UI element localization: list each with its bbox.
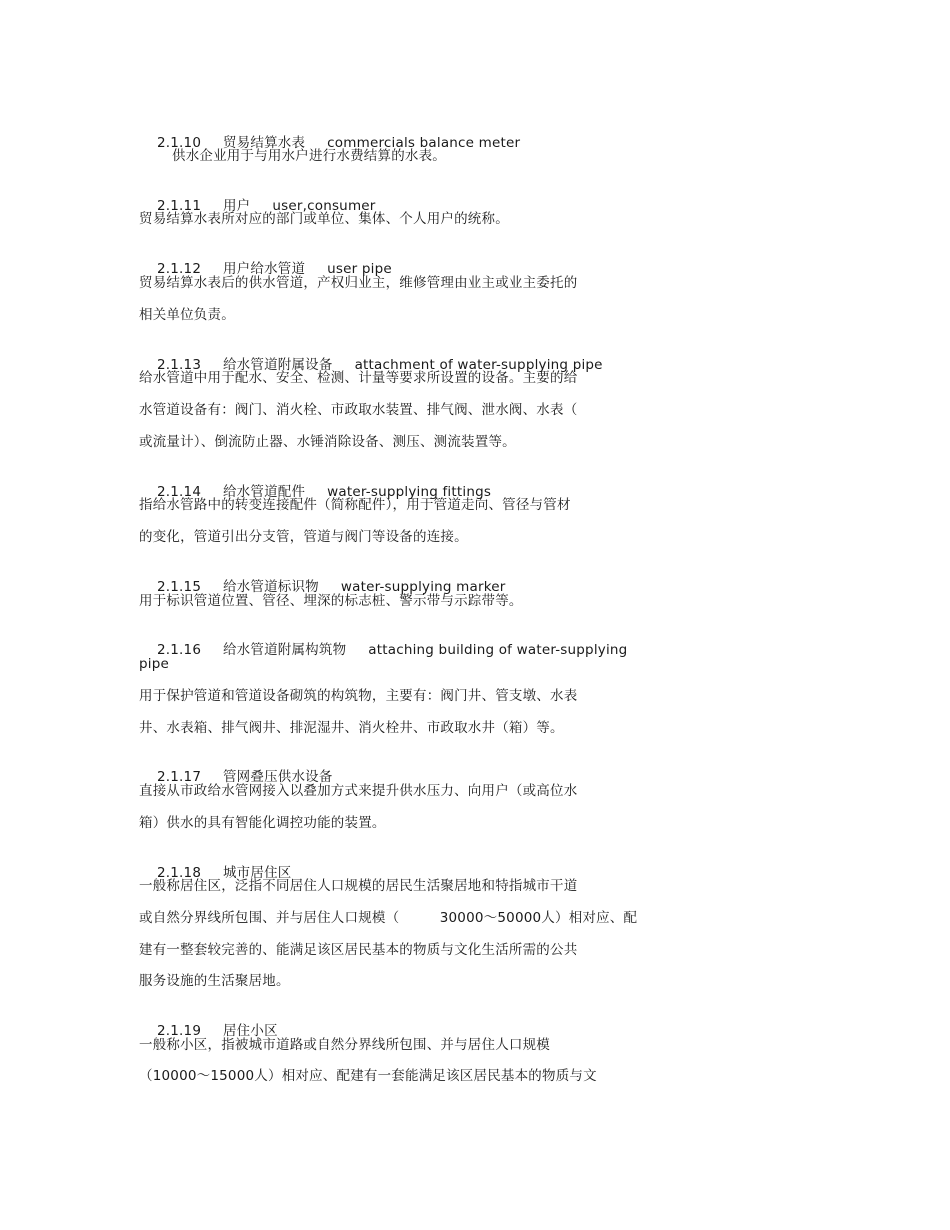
term-english: user pipe bbox=[327, 261, 392, 277]
term-chinese: 给水管道标识物 bbox=[222, 579, 319, 595]
term-number: 2.1.13 bbox=[156, 357, 202, 373]
definition-line: 建有一整套较完善的、能满足该区居民基本的物质与文化生活所需的公共 bbox=[139, 942, 578, 958]
term-english: commercials balance meter bbox=[327, 135, 521, 151]
term-number: 2.1.19 bbox=[156, 1023, 202, 1039]
term-chinese: 给水管道附属设备 bbox=[222, 357, 333, 373]
term-english: attaching building of water-supplying bbox=[368, 642, 628, 658]
term-number: 2.1.17 bbox=[156, 769, 202, 785]
term-english: user,consumer bbox=[272, 198, 376, 214]
term-chinese: 居住小区 bbox=[222, 1023, 278, 1039]
definition-line: 或自然分界线所包围、并与居住人口规模（ 30000～50000人）相对应、配 bbox=[139, 910, 638, 926]
term-number: 2.1.16 bbox=[156, 642, 202, 658]
term-chinese: 给水管道附属构筑物 bbox=[222, 642, 347, 658]
definition-line: 水管道设备有：阀门、消火栓、市政取水装置、排气阀、泄水阀、水表（ bbox=[139, 402, 578, 418]
term-chinese: 给水管道配件 bbox=[222, 484, 306, 500]
term-english-continued: pipe bbox=[139, 656, 169, 672]
definition-line: 给水管道中用于配水、安全、检测、计量等要求所设置的设备。主要的给 bbox=[139, 370, 578, 386]
definition-line: 相关单位负责。 bbox=[139, 307, 235, 323]
term-number: 2.1.11 bbox=[156, 198, 202, 214]
term-number: 2.1.15 bbox=[156, 579, 202, 595]
definition-line: 直接从市政给水管网接入以叠加方式来提升供水压力、向用户（或高位水 bbox=[139, 783, 578, 799]
term-chinese: 用户给水管道 bbox=[222, 261, 306, 277]
term-number: 2.1.14 bbox=[156, 484, 202, 500]
definition-line: 一般称小区，指被城市道路或自然分界线所包围、并与居住人口规模 bbox=[139, 1037, 550, 1053]
term-chinese: 城市居住区 bbox=[222, 865, 292, 881]
term-heading bbox=[139, 623, 627, 677]
definition-line: 的变化，管道引出分支管，管道与阀门等设备的连接。 bbox=[139, 529, 468, 545]
term-number: 2.1.18 bbox=[156, 865, 202, 881]
definition-line: 指给水管路中的转变连接配件（简称配件），用于管道走向、管径与管材 bbox=[139, 497, 571, 513]
term-english: attachment of water-supplying pipe bbox=[354, 357, 603, 373]
definition-line: 服务设施的生活聚居地。 bbox=[139, 973, 290, 989]
definition-line: 或流量计）、倒流防止器、水锤消除设备、测压、测流装置等。 bbox=[139, 434, 516, 450]
definition-line: 贸易结算水表所对应的部门或单位、集体、个人用户的统称。 bbox=[139, 211, 509, 227]
term-number: 2.1.12 bbox=[156, 261, 202, 277]
definition-line: 箱）供水的具有智能化调控功能的装置。 bbox=[139, 815, 386, 831]
definition-line: 一般称居住区，泛指不同居住人口规模的居民生活聚居地和特指城市干道 bbox=[139, 878, 578, 894]
definition-line: 供水企业用于与用水户进行水费结算的水表。 bbox=[172, 148, 446, 164]
term-chinese: 贸易结算水表 bbox=[222, 135, 306, 151]
definition-line: 贸易结算水表后的供水管道，产权归业主，维修管理由业主或业主委托的 bbox=[139, 275, 578, 291]
definition-line: （10000～15000人）相对应、配建有一套能满足该区居民基本的物质与文 bbox=[139, 1068, 597, 1084]
definition-line: 井、水表箱、排气阀井、排泥湿井、消火栓井、市政取水井（箱）等。 bbox=[139, 720, 564, 736]
term-number: 2.1.10 bbox=[156, 135, 202, 151]
term-english: water-supplying fittings bbox=[327, 484, 492, 500]
term-english: water-supplying marker bbox=[340, 579, 506, 595]
definition-line: 用于保护管道和管道设备砌筑的构筑物，主要有：阀门井、管支墩、水表 bbox=[139, 688, 578, 704]
term-chinese: 管网叠压供水设备 bbox=[222, 769, 333, 785]
definition-line: 用于标识管道位置、管径、埋深的标志桩、警示带与示踪带等。 bbox=[139, 593, 523, 609]
term-chinese: 用户 bbox=[222, 198, 251, 214]
